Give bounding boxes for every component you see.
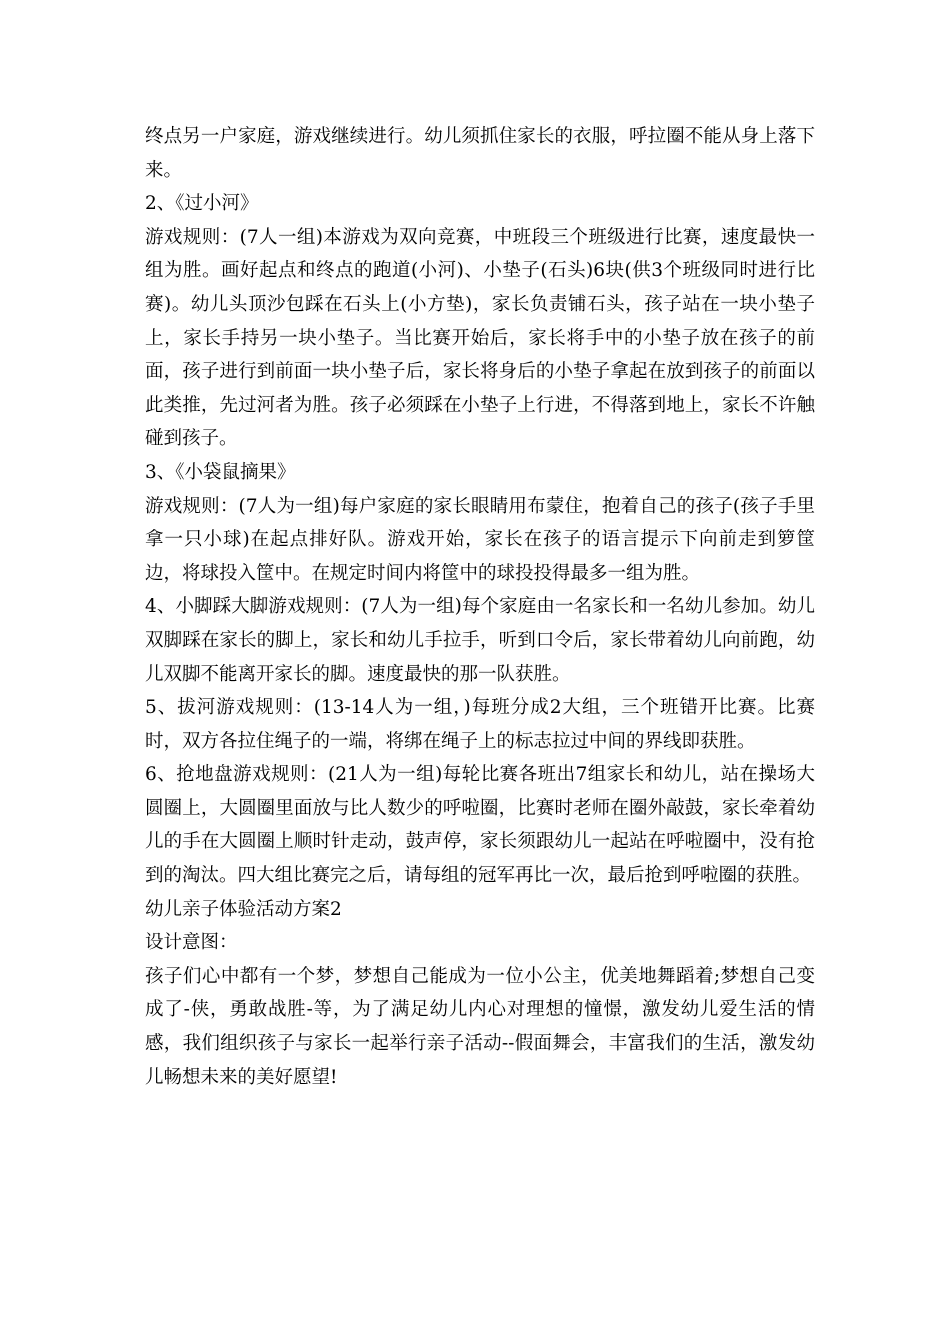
section-title: 幼儿亲子体验活动方案2 [145, 898, 342, 920]
paragraph-game-2-rules: 游戏规则：(7人一组)本游戏为双向竞赛，中班段三个班级进行比赛，速度最快一组为胜。画好起点和终点的跑道(小河)、小垫子(石头)6块(供3个班级同时进行比赛)。幼儿头顶沙包踩在石头上(小方垫)，家长负责铺石头，孩子站在一块小垫子上，家长手持另一块小垫子。当比赛开始后，家长将手中的小垫子放在孩子的前面，孩子进行到前面一块小垫子后，家长将身后的小垫子拿起在放到孩子的前面以此类推，先过河者为胜。孩子必须踩在小垫子上行进，不得落到地上，家长不许触碰到孩子。 [145, 226, 815, 450]
design-intent-paragraph: 孩子们心中都有一个梦，梦想自己能成为一位小公主，优美地舞蹈着;梦想自己变成了-侠，勇敢战胜-等，为了满足幼儿内心对理想的憧憬，激发幼儿爱生活的情感，我们组织孩子与家长一起举行亲子活动--假面舞会，丰富我们的生活，激发幼儿畅想未来的美好愿望! [145, 965, 815, 1088]
paragraph-game-3-rules: 游戏规则：(7人为一组)每户家庭的家长眼睛用布蒙住，抱着自己的孩子(孩子手里拿一只小球)在起点排好队。游戏开始，家长在孩子的语言提示下向前走到箩筐边，将球投入筐中。在规定时间内将筐中的球投投得最多一组为胜。 [145, 495, 815, 584]
paragraph-continuation: 终点另一户家庭，游戏继续进行。幼儿须抓住家长的衣服，呼拉圈不能从身上落下来。 [145, 126, 815, 181]
document-page [145, 120, 815, 1094]
paragraph-game-4: 4、小脚踩大脚游戏规则：(7人为一组)每个家庭由一名家长和一名幼儿参加。幼儿双脚踩在家长的脚上，家长和幼儿手拉手，听到口令后，家长带着幼儿向前跑，幼儿双脚不能离开家长的脚。速度最快的那一队获胜。 [145, 596, 815, 685]
heading-game-2: 2、《过小河》 [145, 193, 259, 215]
design-intent-label: 设计意图： [145, 932, 238, 954]
paragraph-game-6: 6、抢地盘游戏规则：(21人为一组)每轮比赛各班出7组家长和幼儿，站在操场大圆圈上，大圆圈里面放与比人数少的呼啦圈，比赛时老师在圈外敲鼓，家长牵着幼儿的手在大圆圈上顺时针走动，鼓声停，家长须跟幼儿一起站在呼啦圈中，没有抢到的淘汰。四大组比赛完之后，请每组的冠军再比一次，最后抢到呼啦圈的获胜。 [145, 764, 815, 887]
paragraph-game-5: 5、拔河游戏规则：(13-14人为一组，)每班分成2大组，三个班错开比赛。比赛时，双方各拉住绳子的一端，将绑在绳子上的标志拉过中间的界线即获胜。 [145, 697, 815, 752]
heading-game-3: 3、《小袋鼠摘果》 [145, 461, 296, 483]
